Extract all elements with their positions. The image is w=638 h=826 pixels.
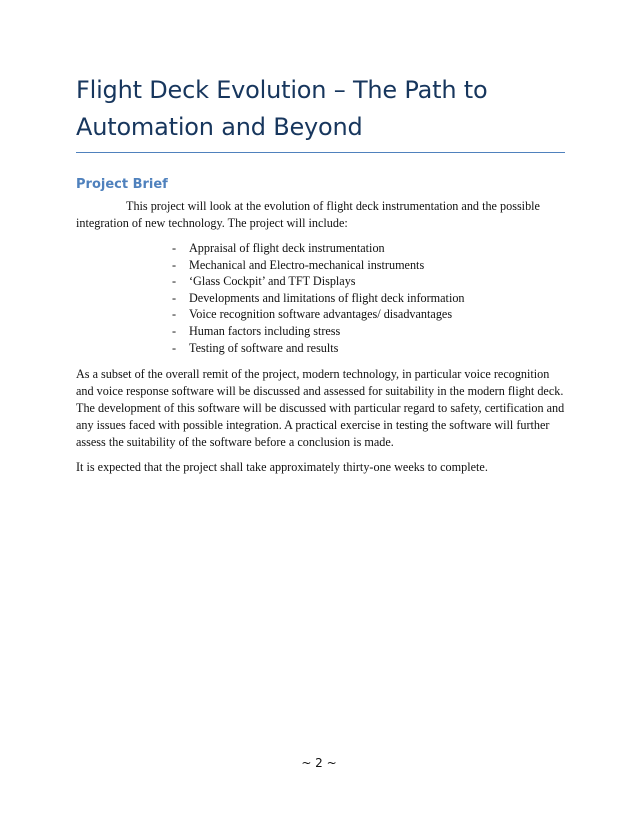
body-paragraph-subset: As a subset of the overall remit of the project, modern technology, in particular voice recognition and voice response software will be discussed and assessed for suitability in the modern flight deck. The development of this software will be discussed with particular regard to safety, certification and any issues faced with possible integration. A practical exercise in testing the software will further assess the suitability of the software before a conclusion is made. bbox=[76, 367, 565, 449]
bullet-dash: - bbox=[172, 241, 177, 255]
list-item bbox=[172, 273, 465, 290]
list-item-text: Developments and limitations of flight deck information bbox=[189, 290, 465, 305]
section-heading: Project Brief bbox=[76, 177, 168, 192]
list-item-text: Appraisal of flight deck instrumentation bbox=[189, 241, 385, 255]
bullet-dash: - bbox=[172, 340, 177, 355]
bullet-dash: - bbox=[172, 323, 177, 338]
list-item-text: Voice recognition software advantages/ disadvantages bbox=[189, 307, 453, 322]
list-item bbox=[172, 290, 465, 307]
list-item bbox=[172, 257, 465, 274]
bullet-dash: - bbox=[172, 307, 177, 322]
project-items-list bbox=[172, 240, 465, 356]
list-item bbox=[172, 340, 465, 357]
document-title: Flight Deck Evolution – The Path to Automation and Beyond bbox=[76, 76, 488, 141]
bullet-dash: - bbox=[172, 257, 177, 272]
list-item bbox=[172, 240, 465, 257]
list-item-text: Human factors including stress bbox=[189, 323, 341, 338]
intro-paragraph: This project will look at the evolution of flight deck instrumentation and the possible integration of new technology. The project will include: bbox=[76, 199, 540, 230]
list-item-text: Mechanical and Electro-mechanical instruments bbox=[189, 257, 425, 272]
bullet-dash: - bbox=[172, 274, 177, 289]
list-item bbox=[172, 306, 465, 323]
body-paragraph-timeline: It is expected that the project shall take approximately thirty-one weeks to complete. bbox=[76, 460, 488, 474]
bullet-dash: - bbox=[172, 290, 177, 305]
title-underline bbox=[76, 152, 565, 153]
list-item bbox=[172, 323, 465, 340]
list-item-text: ‘Glass Cockpit’ and TFT Displays bbox=[189, 274, 356, 289]
list-item-text: Testing of software and results bbox=[189, 340, 339, 355]
page-number: ~ 2 ~ bbox=[301, 756, 337, 770]
